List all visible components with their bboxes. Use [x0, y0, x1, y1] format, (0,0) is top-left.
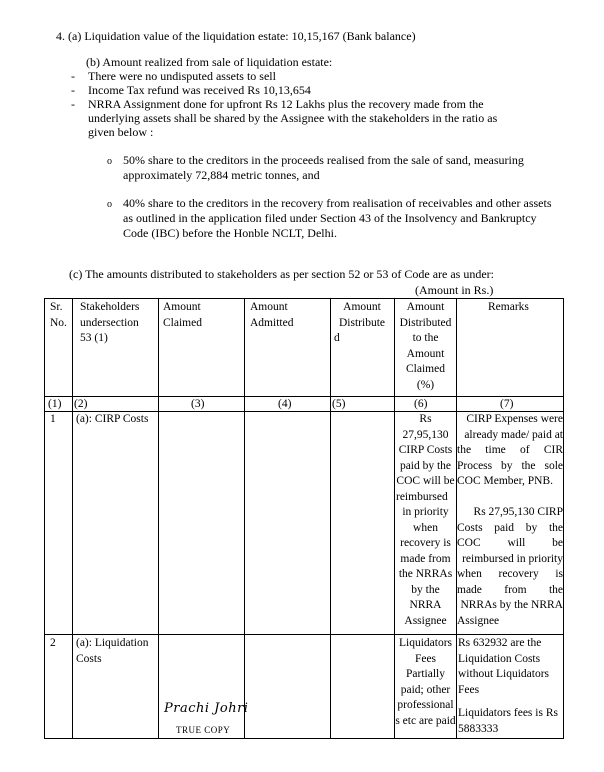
- col-number: (1): [48, 398, 62, 410]
- item-4c-heading: (c) The amounts distributed to stakeholders as per section 52 or 53 of Code are as under:: [69, 267, 494, 281]
- row1-remarks: CIRP Expenses were already made/ paid at the time of CIR Process by the sole COC Member, PNB. Rs 27,95,130 CIRP Costs paid by the COC will be reimbursed in priority when recovery is made from the NRRAs by the NRRA Assignee: [457, 413, 563, 627]
- true-copy-stamp: TRUE COPY: [176, 725, 231, 735]
- row2-remarks: Rs 632932 are the Liquidation Costs without Liquidators Fees Liquidators fees is Rs 5883333: [458, 637, 558, 735]
- item-4a: 4. (a) Liquidation value of the liquidation estate: 10,15,167 (Bank balance): [56, 29, 416, 43]
- signature: Prachi Johri: [164, 701, 249, 716]
- bullet-icon: o: [107, 156, 112, 167]
- dash-marker: -: [71, 69, 75, 83]
- col-number: (7): [500, 398, 514, 410]
- row1-sr: 1: [50, 413, 56, 425]
- col-number: (3): [191, 398, 205, 410]
- dash-item: NRRA Assignment done for upfront Rs 12 Lakhs plus the recovery made from the: [88, 97, 484, 111]
- header-stakeholders: Stakeholders undersection 53 (1): [80, 301, 140, 344]
- header-pct-distributed: Amount Distributed to the Amount Claimed (%): [399, 301, 452, 391]
- dash-marker: -: [71, 97, 75, 111]
- dash-item-cont: underlying assets shall be shared by the Assignee with the stakeholders in the ratio as: [88, 111, 498, 125]
- bullet-icon: o: [107, 199, 112, 210]
- header-sr: Sr. No.: [50, 301, 67, 329]
- unit-note: (Amount in Rs.): [415, 283, 494, 297]
- row2-sr: 2: [50, 637, 56, 649]
- dash-marker: -: [71, 83, 75, 97]
- dash-item: There were no undisputed assets to sell: [88, 69, 276, 83]
- dash-item-cont: given below :: [88, 125, 154, 139]
- header-remarks: Remarks: [488, 301, 529, 313]
- col-number: (5): [332, 398, 346, 410]
- row2-pct: Liquidators Fees Partially paid; other professional s etc are paid: [395, 637, 456, 727]
- item-4b-heading: (b) Amount realized from sale of liquidation estate:: [86, 55, 333, 69]
- bullet-line: Code (IBC) before the Honble NCLT, Delhi.: [123, 226, 337, 240]
- header-amount-claimed: Amount Claimed: [163, 301, 202, 329]
- row2-stakeholder: (a): Liquidation Costs: [76, 637, 149, 665]
- row1-stakeholder: (a): CIRP Costs: [76, 413, 149, 425]
- bullet-line: 50% share to the creditors in the proceeds realised from the sale of sand, measuring: [123, 153, 524, 167]
- bullet-line: as outlined in the application filed under Section 43 of the Insolvency and Bankruptcy: [123, 211, 537, 225]
- bullet-line: 40% share to the creditors in the recovery from realisation of receivables and other assets: [123, 196, 552, 210]
- col-number: (6): [414, 398, 428, 410]
- col-number: (4): [278, 398, 292, 410]
- bullet-line: approximately 72,884 metric tonnes, and: [123, 168, 320, 182]
- header-amount-distributed: Amount Distribute d: [334, 301, 385, 344]
- header-amount-admitted: Amount Admitted: [250, 301, 294, 329]
- dash-item: Income Tax refund was received Rs 10,13,654: [88, 83, 311, 97]
- row1-pct: Rs 27,95,130 CIRP Costs paid by the COC will be reimbursed in priority when recovery is made from the NRRAs by the NRRA Assignee: [396, 413, 455, 627]
- col-number: (2): [74, 398, 88, 410]
